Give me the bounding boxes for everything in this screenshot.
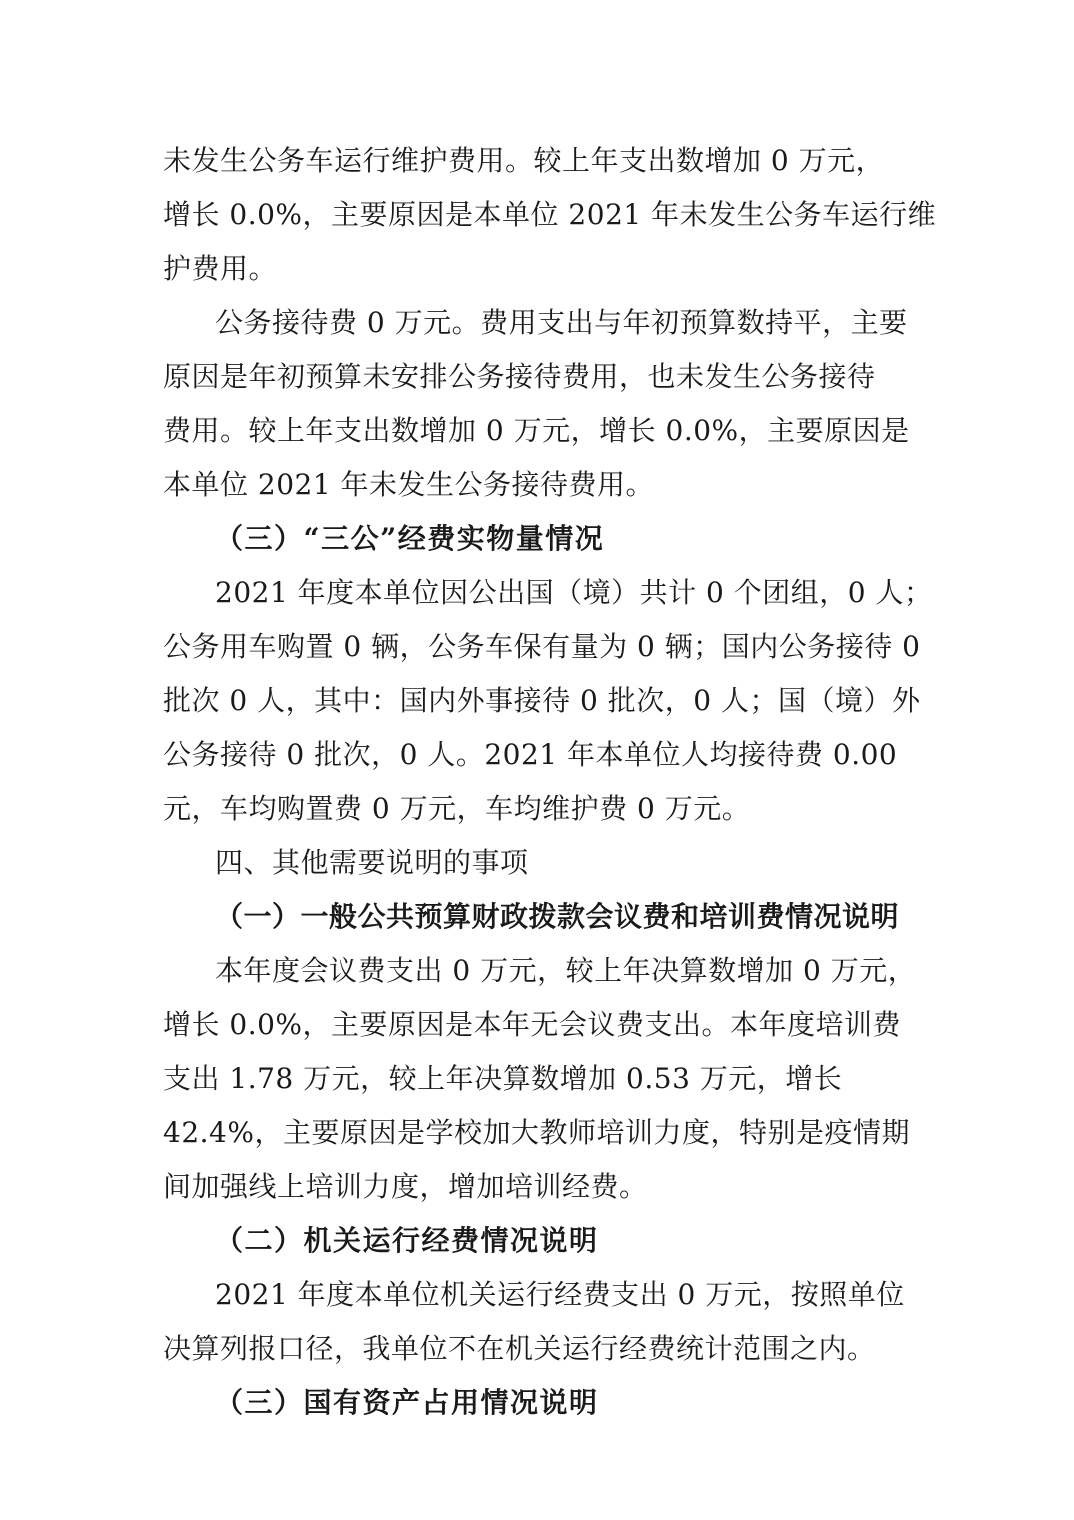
paragraph-line: 本年度会议费支出 0 万元，较上年决算数增加 0 万元， xyxy=(215,954,917,987)
section-heading: （一）一般公共预算财政拨款会议费和培训费情况说明 xyxy=(215,900,900,933)
paragraph-line: 未发生公务车运行维护费用。较上年支出数增加 0 万元， xyxy=(163,144,885,177)
paragraph-line: 间加强线上培训力度，增加培训经费。 xyxy=(163,1170,648,1203)
section-heading: （三）“三公”经费实物量情况 xyxy=(215,522,605,555)
paragraph-line: 元，车均购置费 0 万元，车均维护费 0 万元。 xyxy=(163,792,751,825)
paragraph-line: 2021 年度本单位机关运行经费支出 0 万元，按照单位 xyxy=(215,1278,905,1311)
paragraph-line: 本单位 2021 年未发生公务接待费用。 xyxy=(163,468,655,501)
chapter-heading: 四、其他需要说明的事项 xyxy=(215,846,529,879)
paragraph-line: 原因是年初预算未安排公务接待费用，也未发生公务接待 xyxy=(163,360,876,393)
paragraph-line: 公务接待 0 批次，0 人。2021 年本单位人均接待费 0.00 xyxy=(163,738,898,771)
paragraph-line: 批次 0 人，其中：国内外事接待 0 批次，0 人；国（境）外 xyxy=(163,684,921,717)
paragraph-line: 2021 年度本单位因公出国（境）共计 0 个团组，0 人； xyxy=(215,576,933,609)
paragraph-line: 决算列报口径，我单位不在机关运行经费统计范围之内。 xyxy=(163,1332,876,1365)
paragraph-line: 公务接待费 0 万元。费用支出与年初预算数持平，主要 xyxy=(215,306,908,339)
paragraph-line: 支出 1.78 万元，较上年决算数增加 0.53 万元，增长 xyxy=(163,1062,843,1095)
paragraph-line: 增长 0.0%，主要原因是本单位 2021 年未发生公务车运行维 xyxy=(163,198,937,231)
paragraph-line: 增长 0.0%，主要原因是本年无会议费支出。本年度培训费 xyxy=(163,1008,902,1041)
section-heading: （二）机关运行经费情况说明 xyxy=(215,1224,599,1257)
paragraph-line: 公务用车购置 0 辆，公务车保有量为 0 辆；国内公务接待 0 xyxy=(163,630,921,663)
paragraph-line: 护费用。 xyxy=(163,252,278,285)
paragraph-line: 费用。较上年支出数增加 0 万元，增长 0.0%，主要原因是 xyxy=(163,414,910,447)
paragraph-line: 42.4%，主要原因是学校加大教师培训力度，特别是疫情期 xyxy=(163,1116,910,1149)
section-heading: （三）国有资产占用情况说明 xyxy=(215,1386,599,1419)
